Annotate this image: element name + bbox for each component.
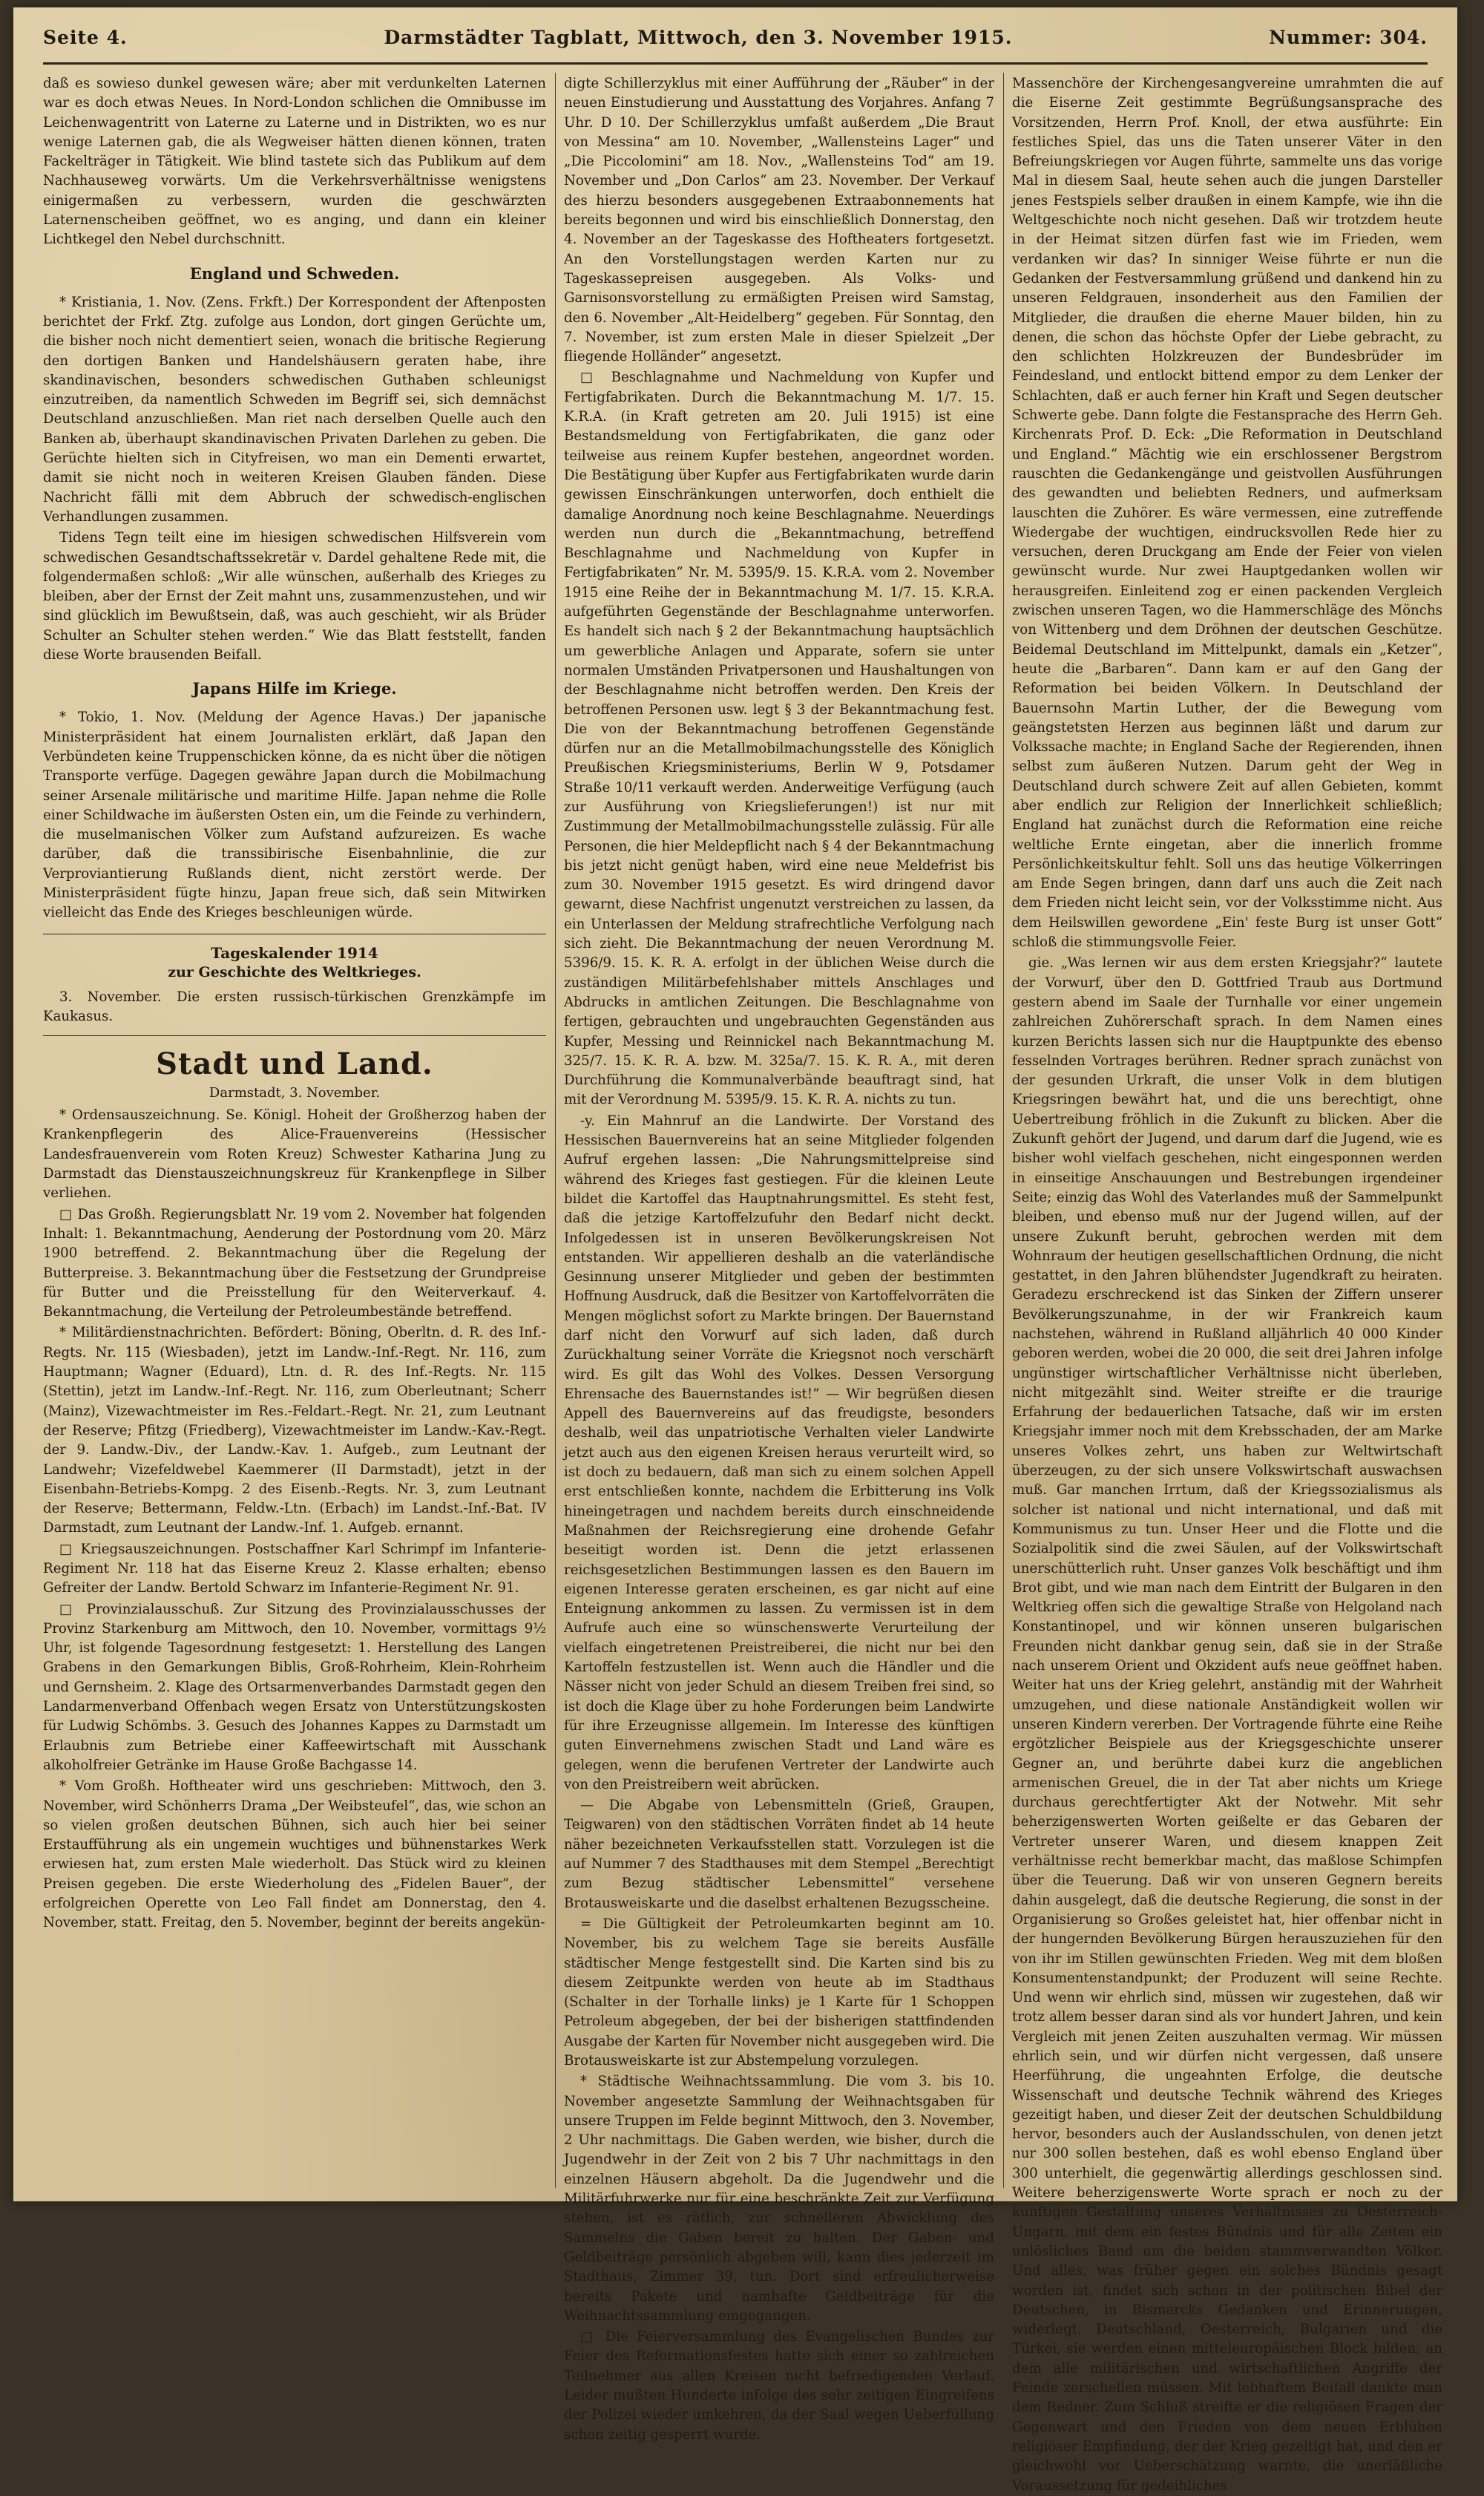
- newspaper-page: [13, 7, 1457, 2494]
- news-item: □ Beschlagnahme und Nachmeldung von Kupfer und Fertigfabrikaten. Durch die Bekanntmachung M. 1/7. 15. K.R.A. (in Kraft getreten am 20. Juli 1915) ist eine Bestandsmeldung von Fertigfabrikaten, die ganz oder teilweise aus reinem Kupfer bestehen, angeordnet worden. Die Bestätigung über Kupfer aus Fertigfabrikaten wurde darin gewissen Einschränkungen unterworfen, doch enthielt die damalige Anordnung noch keine Beschlagnahme. Neuerdings werden nun durch die „Bekanntmachung, betreffend Beschlagnahme und Nachmeldung von Kupfer in Fertigfabrikaten“ Nr. M. 5395/9. 15. K.R.A. vom 2. November 1915 eine Reihe der in Bekanntmachung M. 1/7. 15. K.R.A. aufgeführten Gegenstände der Beschlagnahme unterworfen. Es handelt sich nach § 2 der Bekanntmachung hauptsächlich um gewerbliche Anlagen und Apparate, sofern sie unter normalen Umständen Privatpersonen und Haushaltungen von der Beschlagnahme nicht betroffen werden. Den Kreis der betroffenen Personen usw. legt § 3 der Bekanntmachung fest. Die von der Bekanntmachung betroffenen Gegenstände dürfen nur an die Metallmobilmachungsstelle des Königlich Preußischen Kriegsministeriums, Berlin W 9, Potsdamer Straße 10/11 verkauft werden. Anderweitige Verfügung (auch zur Ausführung von Kriegslieferungen!) ist nur mit Zustimmung der Metallmobilmachungsstelle zulässig. Für alle Personen, die hier Meldepflicht nach § 4 der Bekanntmachung bis jetzt nicht genügt haben, wird eine neue Meldefrist bis zum 30. November 1915 gesetzt. Es wird dringend davor gewarnt, diese Nachfrist ungenutzt verstreichen zu lassen, da ein Unterlassen der Meldung strafrechtliche Verfolgung nach sich zieht. Die Bekanntmachung der neuen Verordnung M. 5396/9. 15. K. R. A. erfolgt in der üblichen Weise durch die zuständigen Militärbefehlshaber mittels Anschlages und Abdrucks in amtlichen Zeitungen. Die Beschlagnahme von fertigen, gebrauchten und ungebrauchten Gegenständen aus Kupfer, Messing und Reinnickel nach Bekanntmachung M. 325/7. 15. K. R. A. bzw. M. 325a/7. 15. K. R. A., mit deren Durchführung die Kommunalverbände beauftragt sind, hat mit der Verordnung M. 5395/9. 15. K. R. A. nichts zu tun.: [564, 370, 994, 1108]
- issue-number: Nummer: 304.: [1269, 27, 1428, 48]
- page-header: [43, 27, 1428, 64]
- page-number: Seite 4.: [43, 27, 128, 48]
- news-item: * Ordensauszeichnung. Se. Königl. Hoheit der Großherzog haben der Krankenpflegerin des Alice-Frauenvereins (Hessischer Landesfrauenverein vom Roten Kreuz) Schwester Katharina Jung zu Darmstadt das Dienstauszeichnungskreuz für Krankenpflege in Silber verliehen.: [43, 1107, 546, 1202]
- column-2: [564, 74, 994, 2443]
- article-text: daß es sowieso dunkel gewesen wäre; aber mit verdunkelten Laternen war es doch etwas Neues. In Nord-London schlichen die Omnibusse im Leichenwagentritt von Laterne zu Laterne und in Distrikten, wo es nur wenige Laternen gab, die als Wegweiser hätten dienen können, traten Fackelträger in Tätigkeit. Wie blind tastete sich das Publikum auf dem Nachhauseweg vorwärts. Um die Verkehrsverhältnisse wenigstens einigermaßen zu verbessern, wurden die geschwärzten Laternenscheiben geöffnet, wo es anging, und dann ein kleiner Lichtkegel den Nebel durchschnitt.: [43, 76, 546, 248]
- news-item: — Die Abgabe von Lebensmitteln (Grieß, Graupen, Teigwaren) von den städtischen Vorräten findet ab 14 heute näher bezeichneten Verkaufsstellen statt. Vorzulegen ist die auf Nummer 7 des Stadthauses mit dem Stempel „Berechtigt zum Bezug städtischer Lebensmittel“ versehene Brotausweiskarte und die daselbst erhaltenen Bezugsscheine.: [564, 1798, 994, 1911]
- article-text: Tidens Tegn teilt eine im hiesigen schwedischen Hilfsverein vom schwedischen Gesandtschaftssekretär v. Dardel gehaltene Rede mit, die folgendermaßen schloß: „Wir alle wünschen, außerhalb des Krieges zu bleiben, aber der Ernst der Zeit mahnt uns, zusammenzustehen, und wir sind glücklich im Bewußtsein, daß, was auch geschieht, wir als Brüder Schulter an Schulter stehen werden.“ Wie das Blatt feststellt, fanden diese Worte brausenden Beifall.: [43, 530, 546, 664]
- dateline: Darmstadt, 3. November.: [209, 1085, 381, 1101]
- news-item: -y. Ein Mahnruf an die Landwirte. Der Vorstand des Hessischen Bauernvereins hat an seine Mitglieder folgenden Aufruf ergehen lassen: „Die Nahrungsmittelpreise sind während des Krieges fast gestiegen. Für die kleinen Leute bildet die Kartoffel das Hauptnahrungsmittel. Es steht fest, daß die jetzige Kartoffelzufuhr den Bedarf nicht deckt. Infolgedessen ist in unseren Bevölkerungskreisen Not entstanden. Wir appellieren deshalb an die vaterländische Gesinnung unserer Mitglieder und geben der bestimmten Hoffnung Ausdruck, daß die Besitzer von Kartoffelvorräten die Mengen möglichst sofort zu Markte bringen. Der Bauernstand darf nicht den Vorwurf auf sich laden, daß durch Zurückhaltung seiner Vorräte die Kriegsnot noch verschärft wird. Es gilt das Wohl des Volkes. Dessen Versorgung Ehrensache des Bauernstandes ist!“ — Wir begrüßen diesen Appell des Bauernvereins auf das freudigste, besonders deshalb, weil das unpatriotische Verhalten vieler Landwirte jetzt auch aus den eigenen Kreisen heraus verurteilt wird, so ist doch zu bedauern, daß man sich zu einem solchen Appell erst entschließen konnte, nachdem die Erbitterung ins Volk hineingetragen und nachdem bereits durch einschneidende Maßnahmen der Reichsregierung eine drohende Gefahr beseitigt worden ist. Denn die jetzt erlassenen reichsgesetzlichen Bestimmungen lassen es den Bauern im eigenen Interesse geraten erscheinen, es gar nicht auf eine Enteignung ankommen zu lassen. Zu vermissen ist in dem Aufrufe auch eine so wünschenswerte Verurteilung der vielfach eingetretenen Preistreiberei, die nicht nur bei den Kartoffeln festzustellen ist. Wenn auch die Händler und die Nässer nicht von jeder Schuld an diesem Treiben frei sind, so ist doch die Klage über zu hohe Forderungen beim Landwirte für ihre Erzeugnisse allgemein. Im Interesse des künftigen guten Einvernehmens zwischen Stadt und Land wäre es gelegen, wenn die berufenen Vertreter der Landwirte auch von den Preistreibern weit abrücken.: [564, 1113, 994, 1792]
- article-text: * Tokio, 1. Nov. (Meldung der Agence Havas.) Der japanische Ministerpräsident hat einem Journalisten erklärt, daß Japan den Verbündeten keine Truppenschicken könne, da es nicht über die nötigen Transporte verfüge. Dagegen gewähre Japan durch die Mobilmachung seiner Arsenale militärische und maritime Hilfe. Japan nehme die Rolle einer Schildwache im äußersten Osten ein, um die Feinde zu verhindern, die muselmanischen Völker zum Aufstand aufzureizen. Es wache darüber, daß die transsibirische Eisenbahnlinie, die zur Verproviantierung Rußlands dient, nicht zerstört werde. Der Ministerpräsident fügte hinzu, Japan freue sich, daß sein Mitwirken vielleicht das Ende des Krieges beschleunigen würde.: [43, 710, 546, 921]
- calendar-subheading: zur Geschichte des Weltkrieges.: [168, 963, 421, 980]
- news-item: □ Provinzialausschuß. Zur Sitzung des Provinzialausschusses der Provinz Starkenburg am Mittwoch, den 10. November, vormittags 9½ Uhr, ist folgende Tagesordnung festgesetzt: 1. Herstellung des Langen Grabens in den Gemarkungen Biblis, Groß-Rohrheim, Klein-Rohrheim und Gernsheim. 2. Klage des Ortsarmenverbandes Darmstadt gegen den Landarmenverband Offenbach wegen Ersatz von Unterstützungskosten für Ludwig Schömbs. 3. Gesuch des Johannes Kappes zu Darmstadt um Erlaubnis zum Betriebe einer Kaffeewirtschaft mit Ausschank alkoholfreier Getränke im Hause Große Bachgasse 14.: [43, 1601, 546, 1773]
- news-item: = Die Gültigkeit der Petroleumkarten beginnt am 10. November, bis zu welchem Tage sie bereits Ausfälle städtischer Menge festgestellt sind. Die Karten sind bis zu diesem Zeitpunkte werden von heute ab im Stadthaus (Schalter in der Torhalle links) je 1 Karte für 1 Schoppen Petroleum abgegeben, der bei der bisherigen stattfindenden Ausgabe der Karten für November nicht ausgegeben wird. Die Brotausweiskarte ist zur Abstempelung vorzulegen.: [564, 1916, 994, 2068]
- news-item: digte Schillerzyklus mit einer Aufführung der „Räuber“ in der neuen Einstudierung und Ausstattung des Vorjahres. Anfang 7 Uhr. D 10. Der Schillerzyklus umfaßt außerdem „Die Braut von Messina“ am 10. November, „Wallensteins Lager“ und „Die Piccolomini“ am 18. Nov., „Wallensteins Tod“ am 19. November und „Don Carlos“ am 23. November. Der Verkauf des hierzu besonders ausgegebenen Extraabonnements hat bereits begonnen und wird bis einschließlich Donnerstag, den 4. November an der Tageskasse des Hoftheaters fortgesetzt. An den Vorstellungstagen werden Karten nur zu Tageskassepreisen ausgegeben. Als Volks- und Garnisonsvorstellung zu ermäßigten Preisen wird Samstag, den 6. November „Alt-Heidelberg“ gegeben. Für Sonntag, den 7. November, ist zum ersten Male in dieser Spielzeit „Der fliegende Holländer“ angesetzt.: [564, 76, 994, 365]
- header-rule: [43, 62, 1428, 65]
- news-item: * Vom Großh. Hoftheater wird uns geschrieben: Mittwoch, den 3. November, wird Schönherrs Drama „Der Weibsteufel“, das, wie schon an so vielen großen deutschen Bühnen, sich auch hier bei seiner Erstaufführung als ein ungemein wuchtiges und bühnenstarkes Werk erwiesen hat, zum ersten Male wiederholt. Das Stück wird zu kleinen Preisen gegeben. Die erste Wiederholung des „Fidelen Bauer“, der erfolgreichen Operette von Leo Fall findet am Donnerstag, den 4. November, statt. Freitag, den 5. November, beginnt der bereits angekün-: [43, 1778, 546, 1931]
- news-item: * Militärdienstnachrichten. Befördert: Böning, Oberltn. d. R. des Inf.-Regts. Nr. 115 (Wiesbaden), jetzt im Landw.-Inf.-Regt. Nr. 116, zum Hauptmann; Wagner (Eduard), Ltn. d. R. des Inf.-Regts. Nr. 115 (Stettin), jetzt im Landw.-Inf.-Regt. Nr. 116, zum Oberleutnant; Scherr (Mainz), Vizewachtmeister im Res.-Feldart.-Regt. Nr. 21, zum Leutnant der Reserve; Pfitzg (Friedberg), Vizewachtmeister im Landw.-Kav.-Regt. der 9. Landw.-Div., der Landw.-Kav. 1. Aufgeb., zum Leutnant der Landwehr; Vizefeldwebel Kaemmerer (II Darmstadt), jetzt in der Eisenbahn-Betriebs-Kompg. 2 des Eisenb.-Regts. Nr. 3, zum Leutnant der Reserve; Bettermann, Feldw.-Ltn. (Erbach) im Landst.-Inf.-Bat. IV Darmstadt, zum Leutnant der Landw.-Inf. 1. Aufgeb. ernannt.: [43, 1325, 546, 1536]
- section-title: Stadt und Land.: [156, 1046, 433, 1082]
- news-item: □ Die Feierversammlung des Evangelischen Bundes zur Feier des Reformationsfestes hatte sich einer so zahlreichen Teilnehmer aus allen Kreisen nicht befriedigenden Verlauf. Leider mußten Hunderte infolge des sehr zeitigen Eingreifens der Polizei wieder umkehren, da der Saal wegen Ueberfüllung schon zeitig gesperrt wurde.: [564, 2329, 994, 2443]
- column-rule: [1003, 73, 1004, 2188]
- newspaper-title-date: Darmstädter Tagblatt, Mittwoch, den 3. November 1915.: [384, 27, 1013, 48]
- news-item: □ Kriegsauszeichnungen. Postschaffner Karl Schrimpf im Infanterie-Regiment Nr. 118 hat das Eiserne Kreuz 2. Klasse erhalten; ebenso Gefreiter der Landw. Bertold Schwarz im Infanterie-Regiment Nr. 91.: [43, 1541, 546, 1596]
- section-heading: England und Schweden.: [189, 263, 400, 283]
- column-rule: [555, 73, 556, 2188]
- article-text: * Kristiania, 1. Nov. (Zens. Frkft.) Der Korrespondent der Aftenposten berichtet der Frkf. Ztg. zufolge aus London, dort gingen Gerüchte um, die bisher noch nicht dementiert seien, wonach die britische Regierung den dortigen Banken und Handelshäusern geraten habe, ihre skandinavischen, besonders schwedischen Guthaben schleunigst einzutreiben, da namentlich Schweden im Begriff sei, sich demnächst Deutschland anzuschließen. Man riet nach derselben Quelle auch den Banken ab, überhaupt skandinavischen Privaten Darlehen zu geben. Die Gerüchte hielten sich in Cityfreisen, wo man ein Dementi erwartet, damit sie nicht noch in weiteren Kreisen Glauben fänden. Diese Nachricht fälli mit dem Abbruch der schwedisch-englischen Verhandlungen zusammen.: [43, 294, 546, 525]
- news-item: □ Das Großh. Regierungsblatt Nr. 19 vom 2. November hat folgenden Inhalt: 1. Bekanntmachung, Aenderung der Postordnung vom 20. März 1900 betreffend. 2. Bekanntmachung über die Regelung der Butterpreise. 3. Bekanntmachung über die Festsetzung der Grundpreise für Butter und die Preisstellung für den Weiterverkauf. 4. Bekanntmachung, die Verteilung der Petroleumbestände betreffend.: [43, 1206, 546, 1320]
- calendar-entry: 3. November. Die ersten russisch-türkischen Grenzkämpfe im Kaukasus.: [43, 989, 546, 1024]
- column-1: [43, 74, 546, 2189]
- calendar-heading: Tageskalender 1914: [211, 943, 378, 962]
- section-heading: Japans Hilfe im Kriege.: [192, 679, 397, 698]
- daily-calendar-box: [43, 934, 546, 1037]
- column-3: [1012, 74, 1442, 2494]
- news-item: gie. „Was lernen wir aus dem ersten Kriegsjahr?“ lautete der Vorwurf, über den D. Gottfried Traub aus Dortmund gestern abend im Saale der Turnhalle vor einer ungemein zahlreichen Zuhörerschaft sprach. In dem Namen eines kurzen Berichts lassen sich nur die Hauptpunkte des ebenso fesselnden Vortrages berühren. Redner sprach zunächst von der gesunden Urkraft, die unser Volk in dem blutigen Kriegsringen bewährt hat, und die uns berechtigt, ohne Uebertreibung fröhlich in die Zukunft zu blicken. Aber die Zukunft gehört der Jugend, und darum darf die Jugend, wie es bisher wohl vielfach geschehen, nicht eingesponnen werden in einseitige Anschauungen und Bestrebungen irgendeiner Seite; einzig das Wohl des Vaterlandes muß der Sammelpunkt bleiben, und ebenso muß nur der Jugend willen, auf der unsere Zukunft beruht, gebrochen werden mit dem Wohnraum der heutigen gesellschaftlichen Ordnung, die nicht gestattet, in den Jahren blühendster Jugendkraft zu heiraten. Geradezu erschreckend ist das Sinken der Ziffern unserer Bevölkerungszunahme, in der wir Frankreich kaum nachstehen, während in Rußland alljährlich 40 000 Kinder geboren werden, wobei die 20 000, die seit drei Jahren infolge ungünstiger wirtschaftlicher Verhältnisse nicht überleben, nicht mitgezählt sind. Weiter streifte er die traurige Erfahrung der bedauerlichen Tatsache, daß wir im ersten Kriegsjahr immer noch mit dem Krebsschaden, der am Marke unseres Volkes zehrt, uns haben zur Weltwirtschaft überzeugen, zu der sich unsere Volkswirtschaft auswachsen muß. Gar manchen Irrtum, daß der Kriegssozialismus als solcher ist national und nicht international, und daß mit Kommunismus zu tun. Unser Heer und die Flotte und die Sozialpolitik sind die zwei Säulen, auf der Volkswirtschaft unerschütterlich ruht. Unser ganzes Volk beschäftigt und ihm Brot gibt, und wie man nach dem Eintritt der Bulgaren in den Weltkrieg offen sich die gewaltige Straße von Helgoland nach Konstantinopel, und wir können unseren bulgarischen Freunden nicht dankbar genug sein, daß sie in der Straße nach unserem Orient und Okzident aufs neue geöffnet haben. Weiter hat uns der Krieg gelehrt, anständig mit der Wahrheit umzugehen, und diese nationale Anständigkeit wollen wir unseren Kindern vererben. Der Vortragende führte eine Reihe ergötzlicher Beispiele aus der Kriegsgeschichte unserer Gegner an, und berührte dabei kurz die angeblichen armenischen Greuel, die in der Tat aber nichts um Kriege durchaus gerechtfertigter Akt der Notwehr. Mit sehr beherzigenswerten Worten geißelte er das Gebaren der Vertreter unserer Waren, und diesem knappen Zeit verhältnisse recht bemerkbar macht, das maßlose Schimpfen über die Teuerung. Daß wir von unseren Gegnern bereits dahin ausgelegt, daß die deutsche Regierung, die sonst in der Organisierung so Großes geleistet hat, hier offenbar nicht in der hungernden Bevölkerung Bürgen herauszuziehen für den von ihr im Stillen gewünschten Frieden. Weg mit dem bloßen Konsumentenstandpunkt; der Produzent will seine Rechte. Und wenn wir ehrlich sind, müssen wir zugestehen, daß wir trotz allem besser daran sind als vor hundert Jahren, und kein Vergleich mit jenen Zeiten auszuhalten vermag. Wir müssen ehrlich sein, und wir dürfen nicht vergessen, daß unsere Heerführung, die ungeahnten Erfolge, die deutsche Wissenschaft und deutsche Technik während des Krieges gezeitigt haben, und dieser Zeit der deutschen Schuldbildung hervor, besonders auch der Auslandsschulen, von denen jetzt nur 300 sollen bestehen, daß es wohl ebenso England über 300 unterhielt, die gegenwärtig allerdings geschlossen sind. Weitere beherzigenswerte Worte sprach er noch zu der künftigen Gestaltung unseres Verhältnisses zu Oesterreich-Ungarn, mit dem ein festes Bündnis und für alle Zeiten ein unlösliches Band um die beiden stammverwandten Völker. Und alles, was früher gegen ein solches Bündnis gesagt worden ist, findet sich schon in der politischen Bibel der Deutschen, in Bismarcks Gedanken und Erinnerungen, widerlegt. Deutschland, Oesterreich, Bulgarien und die Türkei, sie werden einen mitteleuropäischen Block bilden, an dem alle militärischen und wirtschaftlichen Angriffe der Feinde zerschellen müssen. Mit lebhaftem Beifall dankte man dem Redner. Zum Schluß streifte er die religiösen Fragen der Gegenwart und den Frieden von dem neuen Erblühen religiöser Empfindung, der der Krieg gezeitigt hat, und den er gleichwohl vor Ueberschätzung warnte, die unerläßliche Voraussetzung für gedeihliches: [1012, 955, 1442, 2494]
- news-item: Massenchöre der Kirchengesangvereine umrahmten die auf die Eiserne Zeit gestimmte Begrüßungsansprache des Vorsitzenden, Herrn Prof. Knoll, der etwa ausführte: Ein festliches Spiel, das uns die Taten unserer Väter in den Befreiungskriegen vor Augen führte, sammelte uns das vorige Mal in diesem Saal, heute sehen auch die jungen Darsteller jenes Festspiels selber draußen in einem Kampfe, wie ihn die Weltgeschichte noch nicht gesehen. Daß wir trotzdem heute in der Heimat sitzen dürfen fast wie im Frieden, wem verdanken wir das? In sinniger Weise führte er nun die Gedanken der Festversammlung grüßend und dankend hin zu unseren Feldgrauen, insonderheit aus den Familien der Mitglieder, die draußen die eherne Mauer bilden, hin zu denen, die schon das höchste Opfer der Liebe gebracht, zu den schlichten Holzkreuzen der Bundesbrüder im Feindesland, und entlockt bittend empor zu dem Lenker der Schlachten, daß er auch ferner hin Kraft und Segen deutscher Schwerte gebe. Dann folgte die Festansprache des Herrn Geh. Kirchenrats Prof. D. Eck: „Die Reformation in Deutschland und England.“ Mächtig wie ein erschlossener Bergstrom rauschten die Gedankengänge und geistvollen Ausführungen des gewandten und beliebten Redners, und aufmerksam lauschten die Zuhörer. Es wäre vermessen, eine zutreffende Wiedergabe der wuchtigen, eindrucksvollen Rede hier zu versuchen, deren Druckgang am Ende der Feier von vielen gewünscht wurde. Nur zwei Hauptgedanken wollen wir herausgreifen. Einleitend zog er einen packenden Vergleich zwischen unseren Tagen, wo die Hammerschläge des Mönchs von Wittenberg und dem Dröhnen der deutschen Geschütze. Beidemal Deutschland im Mittelpunkt, damals ein „Ketzer“, heute die „Barbaren“. Dann kam er auf den Gang der Reformation bei beiden Völkern. In Deutschland der Bauernsohn Martin Luther, der die Bewegung vom geängstetsten Herzen aus beginnen läßt und darum zur Volkssache machte; in England Sache der Regierenden, ihnen selbst zum äußeren Nutzen. Darum geht der Weg in Deutschland durch schwere Zeit auf allen Gebieten, kommt aber endlich zur Religion der Innerlichkeit schließlich; England hat zunächst durch die Reformation eine reiche weltliche Ernte eingetan, aber die innerlich fromme Persönlichkeitskultur fehlt. Soll uns das heutige Völkerringen am Ende Segen bringen, dann darf uns auch die Zeit nach dem Frieden nicht leicht sein, vor der Volksstimme nicht. Aus dem Heilswillen gewordene „Ein' feste Burg ist unser Gott“ schloß die stimmungsvolle Feier.: [1012, 76, 1442, 951]
- news-item: * Städtische Weihnachtssammlung. Die vom 3. bis 10. November angesetzte Sammlung der Weihnachtsgaben für unsere Truppen im Felde beginnt Mittwoch, den 3. November, 2 Uhr nachmittags. Die Gaben werden, wie bisher, durch die Jugendwehr in der Zeit von 2 bis 7 Uhr nachmittags in den einzelnen Häusern abgeholt. Da die Jugendwehr und die Militärfuhrwerke nur für eine beschränkte Zeit zur Verfügung stehen, ist es rätlich, zur schnelleren Abwicklung des Sammelns die Gaben bereit zu halten. Der Gaben- und Geldbeiträge persönlich abgeben will, kann dies jederzeit im Stadthaus, Zimmer 39, tun. Dort sind erfreulicherweise bereits Pakete und namhafte Geldbeiträge für die Weihnachtssammlung eingegangen.: [564, 2074, 994, 2324]
